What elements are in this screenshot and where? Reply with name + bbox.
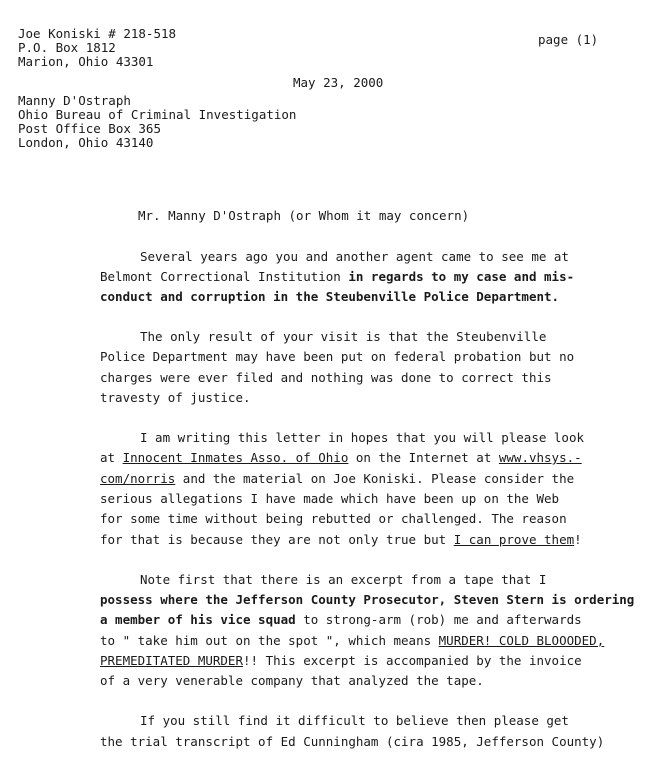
p4-line4 xyxy=(100,634,604,648)
p3-line2-a: at xyxy=(100,450,123,465)
murder-phrase-2: PREMEDITATED MURDER xyxy=(100,653,243,668)
p4-line5-b: !! This excerpt is accompanied by the invoice xyxy=(243,653,582,668)
org-link: Innocent Inmates Asso. of Ohio xyxy=(122,450,349,465)
recipient-org: Ohio Bureau of Criminal Investigation xyxy=(18,107,297,122)
p4-line4-a: to " take him out on the spot ", which means xyxy=(100,633,439,648)
sender-name: Joe Koniski # 218-518 xyxy=(18,26,177,41)
sender-po-box: P.O. Box 1812 xyxy=(18,40,116,55)
p3-line2-c: on the Internet at xyxy=(348,450,499,465)
p5-line2: the trial transcript of Ed Cunningham (cira 1985, Jefferson County) xyxy=(100,734,605,749)
p3-line6 xyxy=(100,533,582,547)
website-link-part2: com/norris xyxy=(100,471,176,486)
sender-city: Marion, Ohio 43301 xyxy=(18,54,154,69)
recipient-po-box: Post Office Box 365 xyxy=(18,121,161,136)
p5-line1: If you still find it difficult to believe then please get xyxy=(140,713,569,728)
p1-line2 xyxy=(100,270,574,284)
p2-line4: travesty of justice. xyxy=(100,390,251,405)
p3-line6-a: for that is because they are not only true but xyxy=(100,532,454,547)
p4-line6: of a very venerable company that analyzed the tape. xyxy=(100,673,484,688)
p4-line5 xyxy=(100,654,582,668)
p4-line3-b: to strong-arm (rob) me and afterwards xyxy=(295,612,582,627)
p3-line4: serious allegations I have made which have been up on the Web xyxy=(100,491,560,506)
p3-line1: I am writing this letter in hopes that you will please look xyxy=(140,430,585,445)
p4-line3-a: a member of his vice squad xyxy=(100,612,296,627)
letter-date: May 23, 2000 xyxy=(293,75,384,90)
p3-line3-b: and the material on Joe Koniski. Please consider the xyxy=(175,471,575,486)
p1-line2-b: in regards to my case and mis- xyxy=(348,269,575,284)
murder-phrase-1: MURDER! COLD BLOOODED, xyxy=(438,633,605,648)
p3-line3 xyxy=(100,472,574,486)
p4-line3 xyxy=(100,613,582,627)
p4-line2: possess where the Jefferson County Prosecutor, Steven Stern is ordering xyxy=(100,592,635,607)
p2-line2: Police Department may have been put on federal probation but no xyxy=(100,349,575,364)
salutation: Mr. Manny D'Ostraph (or Whom it may concern) xyxy=(138,208,470,223)
website-link-part1: www.vhsys.- xyxy=(498,450,582,465)
p1-line3: conduct and corruption in the Steubenville Police Department. xyxy=(100,289,560,304)
prove-them-phrase: I can prove them xyxy=(453,532,575,547)
p1-line1: Several years ago you and another agent came to see me at xyxy=(140,249,569,264)
p2-line1: The only result of your visit is that the Steubenville xyxy=(140,329,547,344)
page-number: page (1) xyxy=(538,32,599,47)
recipient-name: Manny D'Ostraph xyxy=(18,93,131,108)
p4-line1: Note first that there is an excerpt from a tape that I xyxy=(140,572,547,587)
p3-line2 xyxy=(100,451,582,465)
p3-line6-c: ! xyxy=(574,532,582,547)
recipient-city: London, Ohio 43140 xyxy=(18,135,154,150)
p2-line3: charges were ever filed and nothing was done to correct this xyxy=(100,370,552,385)
p3-line5: for some time without being rebutted or challenged. The reason xyxy=(100,511,567,526)
p1-line2-a: Belmont Correctional Institution xyxy=(100,269,349,284)
